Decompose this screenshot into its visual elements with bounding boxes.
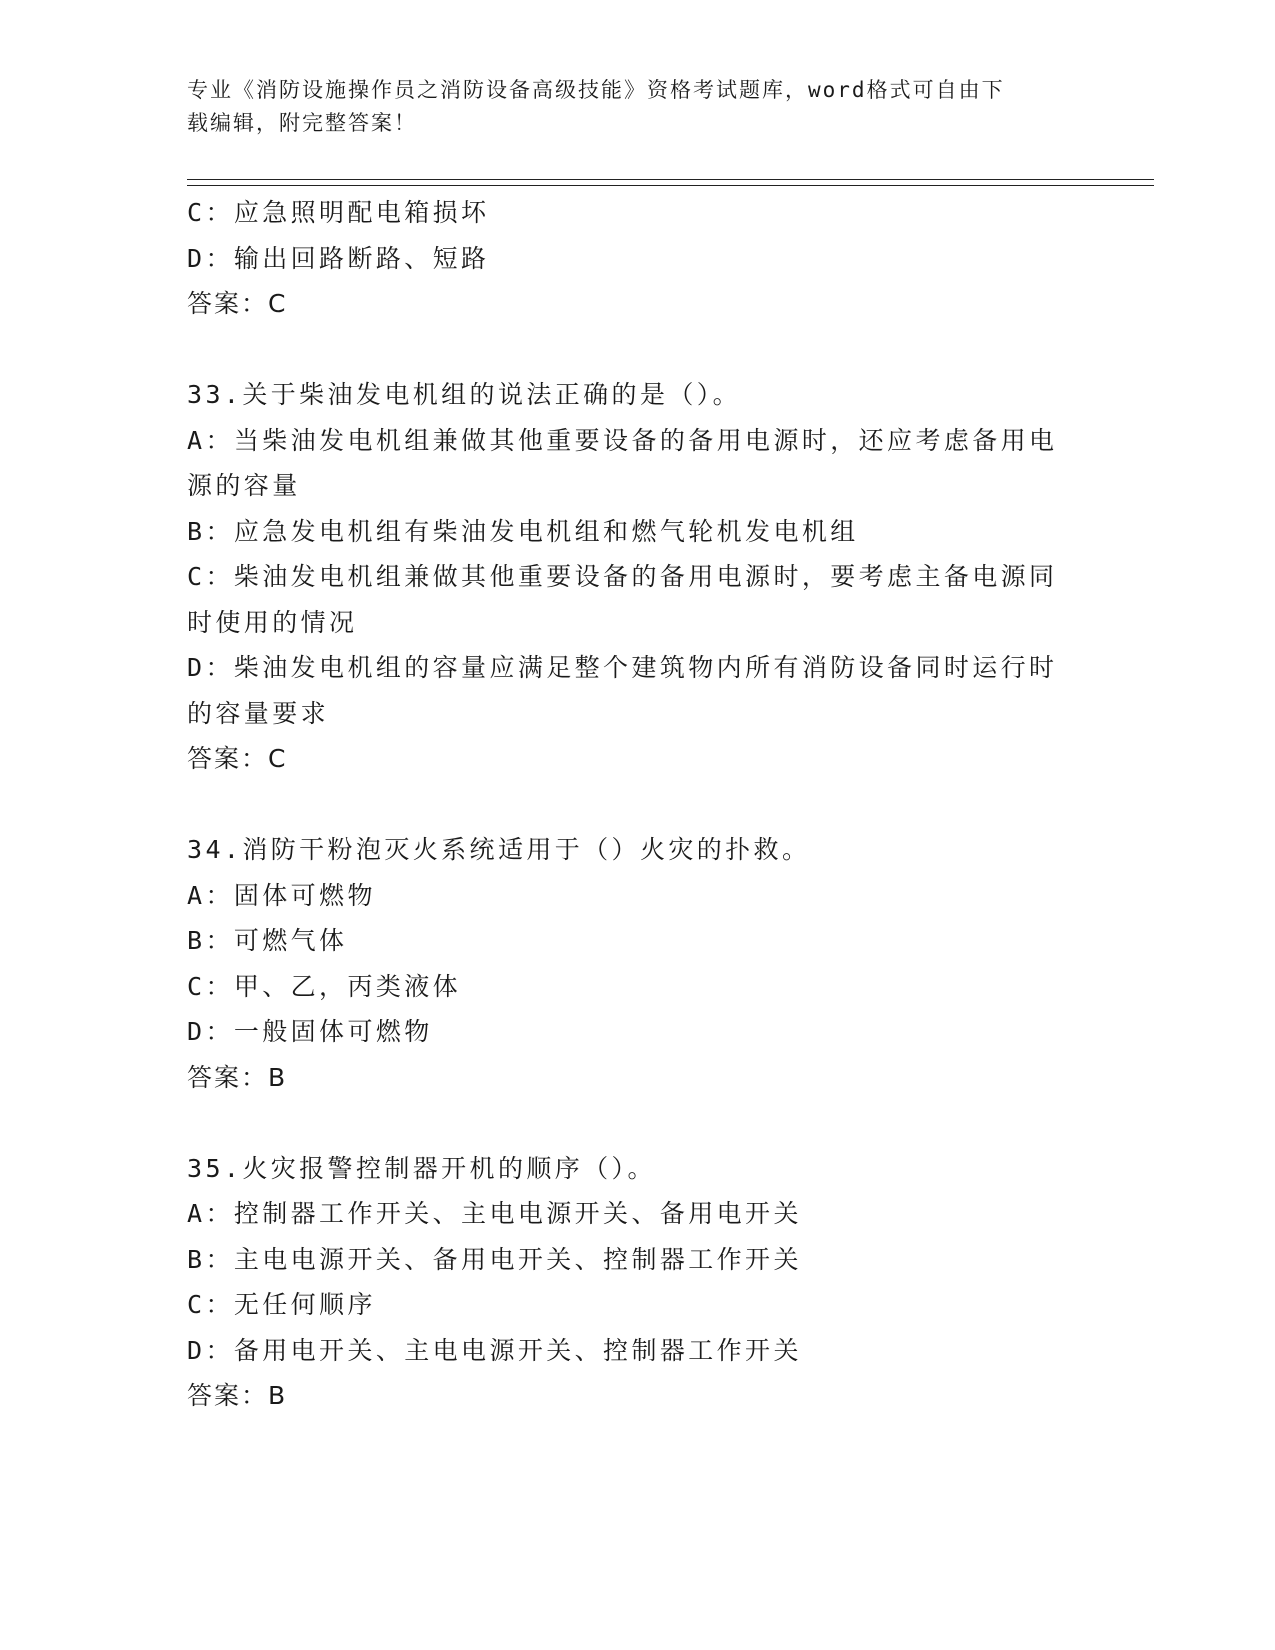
spacer xyxy=(187,1100,1087,1146)
option-c: C：无任何顺序 xyxy=(187,1290,376,1319)
question-stem: 34.消防干粉泡灭火系统适用于（）火灾的扑救。 xyxy=(187,835,811,864)
option-c: C：甲、乙，丙类液体 xyxy=(187,971,462,1001)
option-d: D：输出回路断路、短路 xyxy=(187,243,490,273)
header-line-2: 载编辑，附完整答案！ xyxy=(187,111,417,135)
answer-line: 答案：B xyxy=(187,1062,288,1092)
option-d-continued: 的容量要求 xyxy=(187,698,330,728)
option-a: A：固体可燃物 xyxy=(187,880,376,910)
option-a: A：当柴油发电机组兼做其他重要设备的备用电源时，还应考虑备用电 xyxy=(187,425,1058,455)
option-d: D：柴油发电机组的容量应满足整个建筑物内所有消防设备同时运行时 xyxy=(187,653,1058,682)
option-a-continued: 源的容量 xyxy=(187,471,301,500)
question-block-35 xyxy=(187,1146,1087,1419)
option-b: B：可燃气体 xyxy=(187,926,348,955)
question-stem: 35.火灾报警控制器开机的顺序（）。 xyxy=(187,1153,656,1183)
header-line-1: 专业《消防设施操作员之消防设备高级技能》资格考试题库，word格式可自由下 xyxy=(187,78,1005,102)
option-b: B：主电电源开关、备用电开关、控制器工作开关 xyxy=(187,1244,802,1274)
question-stem: 33.关于柴油发电机组的说法正确的是（）。 xyxy=(187,380,742,409)
question-list xyxy=(187,190,1087,1419)
option-c: C：柴油发电机组兼做其他重要设备的备用电源时，要考虑主备电源同 xyxy=(187,562,1058,591)
question-block-33 xyxy=(187,372,1087,782)
document-header xyxy=(187,74,1067,140)
question-block-34 xyxy=(187,827,1087,1100)
header-divider xyxy=(187,179,1154,186)
answer-line: 答案：C xyxy=(187,289,288,318)
option-d: D：备用电开关、主电电源开关、控制器工作开关 xyxy=(187,1335,802,1365)
answer-line: 答案：B xyxy=(187,1381,288,1410)
spacer xyxy=(187,327,1087,373)
answer-line: 答案：C xyxy=(187,744,288,773)
spacer xyxy=(187,782,1087,828)
option-d: D：一般固体可燃物 xyxy=(187,1017,433,1046)
option-c-continued: 时使用的情况 xyxy=(187,607,358,637)
question-block-previous xyxy=(187,190,1087,327)
option-a: A：控制器工作开关、主电电源开关、备用电开关 xyxy=(187,1199,802,1228)
option-c: C：应急照明配电箱损坏 xyxy=(187,198,490,227)
option-b: B：应急发电机组有柴油发电机组和燃气轮机发电机组 xyxy=(187,516,859,546)
